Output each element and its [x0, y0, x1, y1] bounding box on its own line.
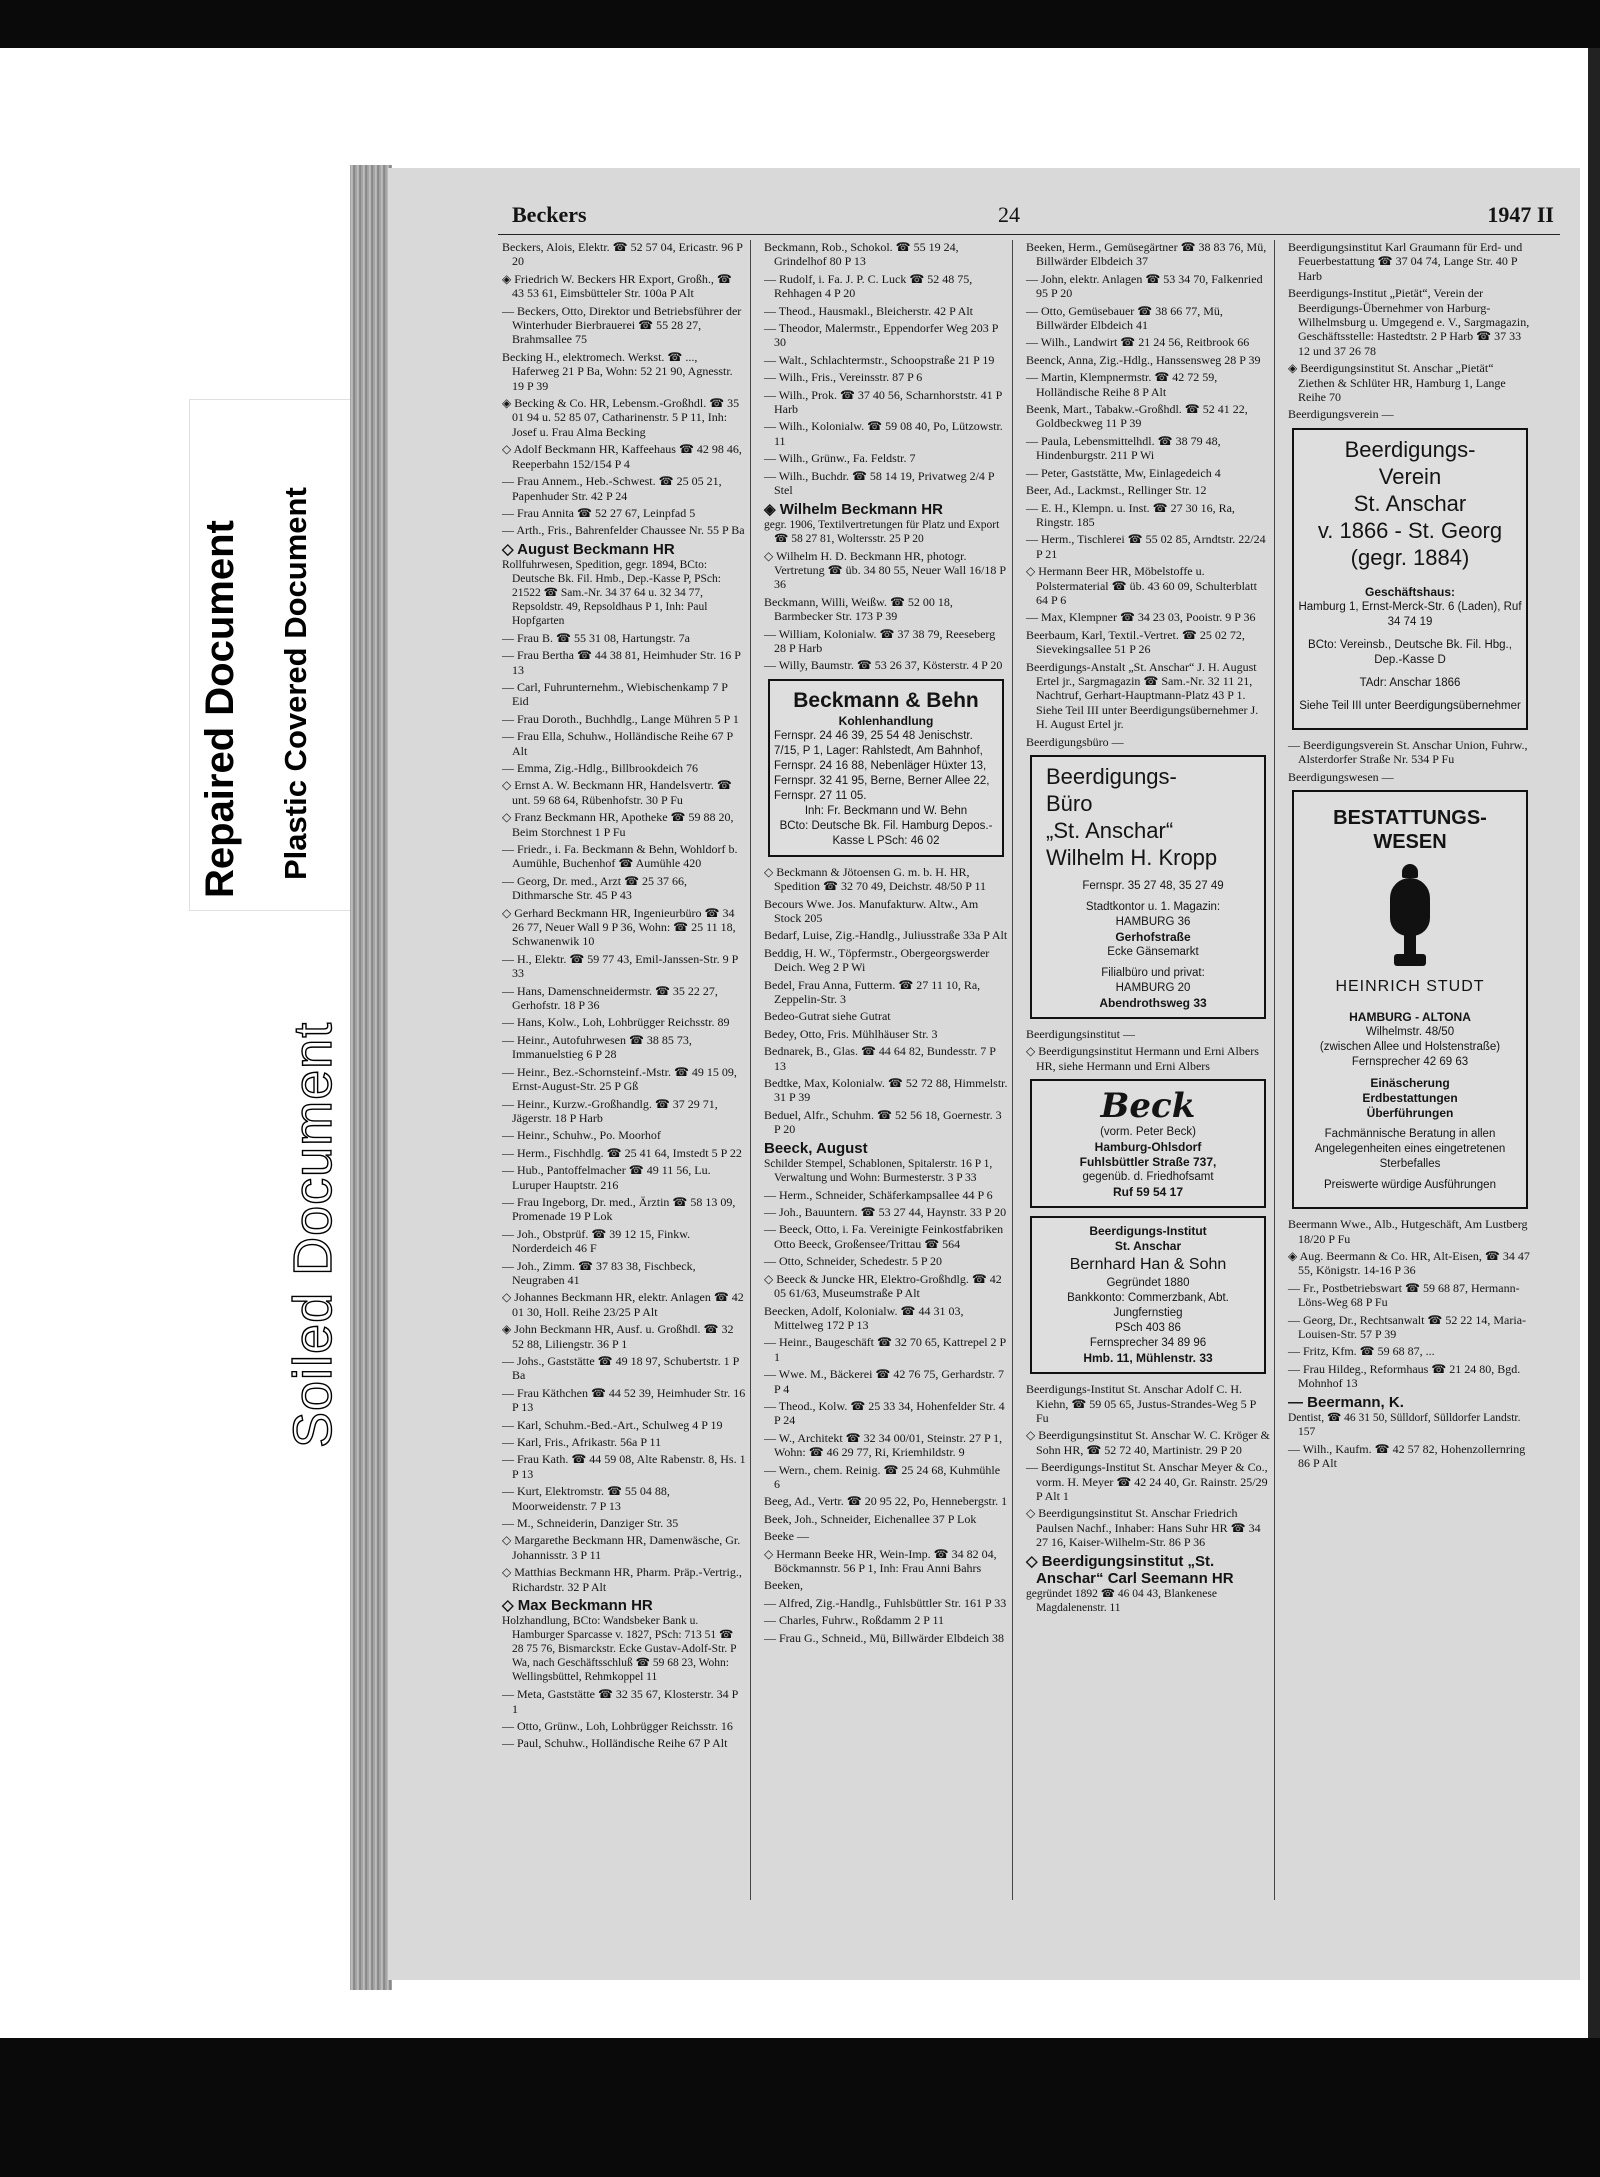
directory-entry: — Beerdigungsverein St. Anschar Union, Fuhrw., Alsterdorfer Straße Nr. 534 P Fu: [1288, 737, 1528, 767]
directory-entry: — Wilh., Landwirt ☎ 21 24 56, Reitbrook 66: [1026, 335, 1250, 350]
directory-page: [388, 168, 1580, 1980]
directory-entry: — E. H., Klempn. u. Inst. ☎ 27 30 16, Ra, Ringstr. 185: [1026, 500, 1235, 529]
directory-entry: Beerdigungsinstitut Karl Graumann für Erd- und Feuerbestattung ☎ 37 04 74, Lange Str. 40 P Harb: [1288, 240, 1523, 283]
ad-title-line: Büro: [1046, 791, 1093, 816]
ad-line: Überführungen: [1366, 1106, 1454, 1121]
ad-line: PSch 403 86: [1115, 1322, 1181, 1335]
directory-entry: ◇ Max Beckmann HR Holzhandlung, BCto: Wandsbeker Bank u. Hamburger Sparcasse v. 1827, PSch: 713 51 ☎ 28 75 76, Bismarckstr. Ecke Gustav-Adolf-Str. P Wa, nach Geschäftsschluß ☎ 59 68 23, Wohn: Wellingsbüttel, Rehmkoppel 11: [502, 1597, 737, 1684]
directory-entry: — Peter, Gaststätte, Mw, Einlagedeich 4: [1026, 465, 1221, 480]
ad-city: HAMBURG 36: [1115, 916, 1191, 928]
ad-line: Erdbestattungen: [1362, 1091, 1458, 1106]
ad-city: HAMBURG 20: [1115, 982, 1191, 994]
directory-entry: — Wilh., Buchdr. ☎ 58 14 19, Privatweg 2/4 P Stel: [764, 468, 995, 498]
ad-line: HAMBURG - ALTONA: [1349, 1010, 1471, 1025]
directory-entry: — Alfred, Zig.-Handlg., Fuhlsbüttler Str. 161 P 33: [764, 1595, 1007, 1610]
directory-entry: Beerdigungs-Institut „Pietät“, Verein der Beerdigungs-Übernehmer von Harburg-Wilhelmsburg u. Umgegend e. V., Sargmagazin, Geschäftsstelle: Hastedtstr. 2 P Harb ☎ 37 33 12 und 37 26 78: [1288, 286, 1530, 358]
directory-entry: Bedel, Frau Anna, Futterm. ☎ 27 11 10, Ra, Zeppelin-Str. 3: [764, 977, 981, 1006]
directory-entry: — Heinr., Bez.-Schornsteinf.-Mstr. ☎ 49 15 09, Ernst-August-Str. 25 P Gß: [502, 1064, 737, 1094]
directory-entry: ◈ Friedrich W. Beckers HR Export, Großh., ☎ 43 53 61, Eimsbütteler Str. 100a P Alt: [502, 271, 732, 301]
directory-entry: — Joh., Bauuntern. ☎ 53 27 44, Haynstr. 33 P 20: [764, 1205, 1007, 1220]
directory-entry: — Wilh., Prok. ☎ 37 40 56, Scharnhorststr. 41 P Harb: [764, 387, 1002, 417]
directory-entry: Bedeo-Gutrat siehe Gutrat: [764, 1009, 891, 1024]
ad-line: Fernsprecher 42 69 63: [1351, 1056, 1469, 1069]
ad-kropp: [1030, 755, 1266, 1019]
book-page-edges: [350, 165, 392, 1990]
ad-line: Hamburg 1, Ernst-Merck-Str. 6 (Laden), Ruf 34 74 19: [1298, 600, 1522, 628]
directory-entry: Becours Wwe. Jos. Manufakturw. Altw., Am Stock 205: [764, 896, 979, 925]
directory-entry: Beeke —: [764, 1529, 809, 1544]
directory-entry: Beerdigungs-Institut St. Anschar Adolf C. H. Kiehn, ☎ 59 05 65, Justus-Strandes-Weg 5 P Fu: [1026, 1382, 1256, 1426]
directory-entry: ◇ Ernst A. W. Beckmann HR, Handelsvertr. ☎ unt. 59 68 64, Rübenhofstr. 30 P Fu: [502, 778, 732, 807]
directory-entry: — Emma, Zig.-Hdlg., Billbrookdeich 76: [502, 760, 698, 775]
directory-entry: — Hub., Pantoffelmacher ☎ 49 11 56, Lu. Luruper Hauptstr. 216: [502, 1163, 711, 1192]
directory-entry: Beeken,: [764, 1578, 803, 1593]
directory-entry: — Otto, Gemüsebauer ☎ 38 66 77, Mü, Billwärder Elbdeich 41: [1026, 303, 1223, 333]
directory-entry: — W., Architekt ☎ 32 34 00/01, Steinstr. 27 P 1, Wohn: ☎ 46 29 77, Ri, Kriemhildstr. 9: [764, 1430, 1003, 1460]
directory-entry: — Theod., Kolw. ☎ 25 33 34, Hohenfelder Str. 4 P 24: [764, 1398, 1005, 1428]
directory-entry: Beerdigungswesen —: [1288, 769, 1394, 784]
directory-entry: — Otto, Schneider, Schedestr. 5 P 20: [764, 1254, 943, 1269]
directory-entry: ◇ Beerdigungsinstitut Hermann und Erni Albers HR, siehe Hermann und Erni Albers: [1026, 1044, 1259, 1073]
ad-line: BESTATTUNGS-: [1333, 807, 1487, 830]
ad-beckmann-behn: [768, 679, 1004, 857]
column-2: [760, 240, 1013, 1900]
ad-line: Wilhelmstr. 48/50: [1365, 1026, 1455, 1039]
ad-body: Fernspr. 24 46 39, 25 54 48 Jenischstr. 7/15, P 1, Lager: Rahlstedt, Am Bahnhof, Fernspr. 24 16 88, Nebenläger Hüxter 13, Fernspr. 32 41 95, Berne, Berner Allee 22, Fernspr. 27 11 05.: [774, 729, 990, 802]
directory-entry: ◇ Margarethe Beckmann HR, Damenwäsche, Gr. Johannisstr. 3 P 11: [502, 1533, 741, 1562]
ad-line: Gegründet 1880: [1106, 1277, 1190, 1290]
directory-entry: — Georg, Dr. med., Arzt ☎ 25 37 66, Dithmarsche Str. 45 P 43: [502, 873, 688, 903]
directory-entry: Beerdigungsverein —: [1288, 407, 1394, 422]
ad-line: St. Anschar: [1114, 1239, 1182, 1254]
directory-entry: — Frau Annem., Heb.-Schwest. ☎ 25 05 21, Papenhuder Str. 42 P 24: [502, 474, 722, 503]
directory-entry: — Frau Kath. ☎ 44 59 08, Alte Rabenstr. 8, Hs. 1 P 13: [502, 1452, 746, 1481]
directory-entry: — Martin, Klempnermstr. ☎ 42 72 59, Holländische Reihe 8 P Alt: [1026, 370, 1218, 399]
directory-entry: — John, elektr. Anlagen ☎ 53 34 70, Falkenried 95 P 20: [1026, 271, 1263, 301]
directory-entry: Beeken, Herm., Gemüsegärtner ☎ 38 83 76, Mü, Billwärder Elbdeich 37: [1026, 240, 1267, 269]
directory-entry: Beeck, August Schilder Stempel, Schablonen, Spitalerstr. 16 P 1, Verwaltung und Wohn: Burmesterstr. 3 P 33: [764, 1139, 993, 1184]
directory-entry: — Theod., Hausmakl., Bleicherstr. 42 P Alt: [764, 303, 973, 318]
header-year: 1947 II: [1487, 202, 1554, 227]
ad-line: Verein: [1378, 463, 1442, 489]
directory-entry: — Walt., Schlachtermstr., Schoopstraße 21 P 19: [764, 352, 995, 367]
directory-entry: — Beerdigungs-Institut St. Anschar Meyer & Co., vorm. H. Meyer ☎ 42 24 40, Gr. Rainstr. 25/29 P Alt 1: [1026, 1460, 1268, 1504]
ad-line: Preiswerte würdige Ausführungen: [1324, 1179, 1496, 1192]
repaired-label: Repaired Document: [198, 520, 242, 898]
directory-entry: Bedtke, Max, Kolonialw. ☎ 52 72 88, Himmelstr. 31 P 39: [764, 1076, 1008, 1105]
directory-entry: ◇ Beckmann & Jötoensen G. m. b. H. HR, Spedition ☎ 32 70 49, Deichstr. 48/50 P 11: [764, 864, 987, 894]
ad-owner: Inh: Fr. Beckmann und W. Behn: [804, 804, 968, 817]
directory-entry: ◈ John Beckmann HR, Ausf. u. Großhdl. ☎ 32 52 88, Liliengstr. 36 P 1: [502, 1322, 734, 1351]
directory-entry: Becking H., elektromech. Werkst. ☎ ..., Haferweg 21 P Ba, Wohn: 52 21 90, Agnesstr. 19 P 39: [502, 349, 733, 393]
directory-entry: — Friedr., i. Fa. Beckmann & Behn, Wohldorf b. Aumühle, Buchenhof ☎ Aumühle 420: [502, 842, 738, 871]
ad-line: Einäscherung: [1370, 1076, 1450, 1091]
directory-entry: ◇ Wilhelm H. D. Beckmann HR, photogr. Vertretung ☎ üb. 34 80 55, Neuer Wall 16/18 P 36: [764, 548, 1006, 592]
ad-bank: BCto: Deutsche Bk. Fil. Hamburg Depos.-Kasse L PSch: 46 02: [779, 819, 993, 847]
directory-entry: ◇ August Beckmann HR Rollfuhrwesen, Spedition, gegr. 1894, BCto: Deutsche Bk. Fil. Hmb., Dep.-Kasse P, PSch: 21522 ☎ Sam.-Nr. 34 37 64 u. 32 34 77, Repsoldstr. 49, Repsoldhaus P 1, Inh: Paul Hopfgarten: [502, 540, 721, 627]
directory-entry: Beerdigungsinstitut —: [1026, 1027, 1135, 1041]
directory-entry: — Wilh., Grünw., Fa. Feldstr. 7: [764, 451, 916, 466]
ad-line: TAdr: Anschar 1866: [1359, 676, 1461, 689]
directory-entry: — Wilh., Kolonialw. ☎ 59 08 40, Po, Lützowstr. 11: [764, 419, 1003, 448]
directory-entry: — Beermann, K. Dentist, ☎ 46 31 50, Sülldorf, Sülldorfer Landstr. 157: [1288, 1393, 1521, 1438]
entry-list: [760, 240, 1012, 673]
directory-entry: Beenck, Anna, Zig.-Hdlg., Hanssensweg 28 P 39: [1026, 352, 1261, 367]
directory-entry: ◇ Beerdigungsinstitut „St. Anschar“ Carl Seemann HR gegründet 1892 ☎ 46 04 43, Blankenese Magdalenenstr. 11: [1026, 1552, 1234, 1614]
ad-line: Ruf 59 54 17: [1112, 1185, 1184, 1200]
directory-entry: — Heinr., Kurzw.-Großhandlg. ☎ 37 29 71, Jägerstr. 18 P Harb: [502, 1096, 718, 1125]
directory-entry: Bednarek, B., Glas. ☎ 44 64 82, Bundesstr. 7 P 13: [764, 1044, 996, 1073]
directory-entry: — Arth., Fris., Bahrenfelder Chaussee Nr. 55 P Ba: [502, 523, 745, 538]
ad-corner: Ecke Gänsemarkt: [1107, 946, 1199, 958]
directory-entry: Beerdigungs-Anstalt „St. Anschar“ J. H. August Ertel jr., Sargmagazin ☎ Sam.-Nr. 32 11 21, Nachtruf, Gerhart-Hauptmann-Platz 43 P 1. Siehe Teil III unter Beerdigungsübernehmer J. H. August Ertel jr.: [1026, 659, 1259, 732]
directory-entry: — Heinr., Autofuhrwesen ☎ 38 85 73, Immanuelstieg 6 P 28: [502, 1032, 692, 1062]
directory-entry: Beerdigungsbüro —: [1026, 734, 1124, 749]
directory-entry: — Theodor, Malermstr., Eppendorfer Weg 203 P 30: [764, 321, 998, 350]
directory-entry: ◇ Matthias Beckmann HR, Pharm. Präp.-Vertrig., Richardstr. 32 P Alt: [502, 1565, 742, 1594]
directory-entry: — Hans, Damenschneidermstr. ☎ 35 22 27, Gerhofstr. 18 P 36: [502, 983, 718, 1013]
directory-entry: — Meta, Gaststätte ☎ 32 35 67, Klosterstr. 34 P 1: [502, 1687, 738, 1716]
column-1: [498, 240, 751, 1900]
directory-entry: — Wilh., Kaufm. ☎ 42 57 82, Hohenzollernring 86 P Alt: [1288, 1441, 1526, 1470]
directory-entry: Beckers, Alois, Elektr. ☎ 52 57 04, Ericastr. 96 P 20: [502, 240, 743, 269]
directory-entry: ◇ Gerhard Beckmann HR, Ingenieurbüro ☎ 34 26 77, Neuer Wall 9 P 36, Wohn: ☎ 25 11 18, Schwanenwik 10: [502, 905, 736, 949]
directory-entry: — Herm., Tischlerei ☎ 55 02 85, Arndtstr. 22/24 P 21: [1026, 532, 1266, 561]
directory-entry: Beduel, Alfr., Schuhm. ☎ 52 56 18, Goernestr. 3 P 20: [764, 1107, 1002, 1137]
entry-list: [1284, 240, 1536, 422]
directory-entry: ◈ Wilhelm Beckmann HR gegr. 1906, Textilvertretungen für Platz und Export ☎ 58 27 81, Woltersstr. 25 P 20: [764, 500, 1000, 545]
directory-entry: ◇ Franz Beckmann HR, Apotheke ☎ 59 88 20, Beim Storchnest 1 P Fu: [502, 810, 734, 839]
directory-entry: Beecken, Adolf, Kolonialw. ☎ 44 31 03, Mittelweg 172 P 13: [764, 1303, 964, 1332]
ad-line: Fachmännische Beratung in allen Angelegenheiten eines eingetretenen Sterbefalles: [1314, 1128, 1506, 1171]
scan-border-bottom: [0, 2038, 1600, 2177]
directory-entry: — Karl, Schuhm.-Bed.-Art., Schulweg 4 P 19: [502, 1417, 723, 1432]
ad-line: Bankkonto: Commerzbank, Abt. Jungfernstieg: [1067, 1292, 1229, 1320]
directory-entry: ◈ Becking & Co. HR, Lebensm.-Großhdl. ☎ 35 01 94 u. 52 85 07, Catharinenstr. 5 P 11, Inh: Josef u. Frau Alma Becking: [502, 396, 740, 439]
directory-entry: Beeg, Ad., Vertr. ☎ 20 95 22, Po, Hennebergstr. 1: [764, 1494, 1008, 1509]
directory-entry: — Beckers, Otto, Direktor und Betriebsführer der Winterhuder Bierbrauerei ☎ 55 28 27, Brahmsallee 75: [502, 303, 742, 347]
directory-entry: — Wilh., Fris., Vereinsstr. 87 P 6: [764, 370, 923, 385]
directory-entry: — Frau Ingeborg, Dr. med., Ärztin ☎ 58 13 09, Promenade 19 P Lok: [502, 1194, 736, 1224]
directory-entry: — Rudolf, i. Fa. J. P. C. Luck ☎ 52 48 75, Rehhagen 4 P 20: [764, 271, 973, 301]
directory-entry: — Paul, Schuhw., Holländische Reihe 67 P Alt: [502, 1736, 728, 1751]
directory-entry: — M., Schneiderin, Danziger Str. 35: [502, 1516, 679, 1531]
scan-border-top: [0, 0, 1600, 48]
ad-beck: [1030, 1079, 1266, 1208]
directory-entry: — Fr., Postbetriebswart ☎ 59 68 87, Hermann-Löns-Weg 68 P Fu: [1288, 1280, 1520, 1310]
directory-entry: — Karl, Fris., Afrikastr. 56a P 11: [502, 1435, 662, 1450]
directory-entry: — Max, Klempner ☎ 34 23 03, Pooistr. 9 P 36: [1026, 610, 1256, 625]
ad-line: Beerdigungs-Institut: [1089, 1224, 1207, 1239]
ad-line: v. 1866 - St. Georg: [1317, 517, 1503, 543]
directory-entry: ◇ Hermann Beer HR, Möbelstoffe u. Polstermaterial ☎ üb. 43 60 09, Schulterblatt 64 P 6: [1026, 564, 1257, 607]
entry-list: [1022, 1027, 1274, 1073]
directory-entry: — Kurt, Elektromstr. ☎ 55 04 88, Moorweidenstr. 7 P 13: [502, 1484, 670, 1513]
column-4: [1284, 240, 1536, 1900]
ad-line: (zwischen Allee und Holstenstraße): [1319, 1041, 1501, 1054]
directory-entry: Beckmann, Rob., Schokol. ☎ 55 19 24, Grindelhof 80 P 13: [764, 240, 959, 269]
ad-line: gegenüb. d. Friedhofsamt: [1082, 1171, 1214, 1184]
ad-office: Stadtkontor u. 1. Magazin:: [1085, 901, 1221, 913]
directory-entry: — Johs., Gaststätte ☎ 49 18 97, Schubertstr. 1 P Ba: [502, 1354, 739, 1383]
directory-entry: Beermann Wwe., Alb., Hutgeschäft, Am Lustberg 18/20 P Fu: [1288, 1217, 1528, 1246]
entry-list: [498, 240, 750, 1751]
ad-branch: Filialbüro und privat:: [1101, 967, 1205, 979]
ad-line: Hmb. 11, Mühlenstr. 33: [1083, 1351, 1213, 1366]
directory-entry: ◇ Hermann Beeke HR, Wein-Imp. ☎ 34 82 04, Böckmannstr. 56 P 1, Inh: Frau Anni Bahrs: [764, 1546, 997, 1575]
ad-title: Beckmann & Behn: [793, 688, 979, 712]
directory-entry: ◈ Aug. Beermann & Co. HR, Alt-Eisen, ☎ 34 47 55, Königstr. 14-16 P 36: [1288, 1248, 1530, 1278]
entry-list: [1284, 738, 1536, 784]
directory-entry: — Joh., Obstprüf. ☎ 39 12 15, Finkw. Norderdeich 46 F: [502, 1226, 691, 1256]
ad-phone: Fernspr. 35 27 48, 35 27 49: [1082, 880, 1224, 892]
ad-line: Fuhlsbüttler Straße 737,: [1079, 1155, 1217, 1170]
directory-entry: — Heinr., Baugeschäft ☎ 32 70 65, Kattrepel 2 P 1: [764, 1335, 1006, 1364]
directory-entry: — H., Elektr. ☎ 59 77 43, Emil-Janssen-Str. 9 P 33: [502, 951, 738, 981]
ad-line: WESEN: [1373, 831, 1447, 854]
urn-icon: [1387, 864, 1433, 970]
directory-entry: — Joh., Zimm. ☎ 37 83 38, Fischbeck, Neugraben 41: [502, 1258, 696, 1287]
ad-title-line: Beerdigungs-: [1046, 764, 1177, 789]
ad-han-sohn: [1030, 1216, 1266, 1374]
directory-entry: — Otto, Grünw., Loh, Lohbrügger Reichsstr. 16: [502, 1718, 733, 1733]
directory-entry: ◇ Beerdigungsinstitut St. Anschar Friedrich Paulsen Nachf., Inhaber: Hans Suhr HR ☎ 34 27 16, Kaiser-Wilhelm-Str. 86 P 36: [1026, 1506, 1261, 1550]
header-keyword: Beckers: [512, 202, 587, 227]
beck-logo: Beck: [1100, 1086, 1196, 1127]
ad-street: Abendrothsweg 33: [1099, 996, 1207, 1010]
directory-entry: — Wwe. M., Bäckerei ☎ 42 76 75, Gerhardstr. 7 P 4: [764, 1367, 1005, 1396]
directory-entry: — Frau G., Schneid., Mü, Billwärder Elbdeich 38: [764, 1630, 1004, 1645]
ad-line: St. Anschar: [1353, 490, 1467, 516]
ad-line: (gegr. 1884): [1350, 544, 1470, 570]
running-head: [498, 198, 1560, 235]
directory-entry: — Beeck, Otto, i. Fa. Vereinigte Feinkostfabriken Otto Beeck, Großensee/Trittau ☎ 564: [764, 1222, 1004, 1251]
ad-bestattungswesen: [1292, 790, 1528, 1209]
directory-entry: ◇ Johannes Beckmann HR, elektr. Anlagen ☎ 42 01 30, Holl. Reihe 23/25 P Alt: [502, 1290, 744, 1319]
entry-list: [1022, 240, 1274, 749]
column-3: [1022, 240, 1275, 1900]
directory-entry: Beddig, H. W., Töpfermstr., Obergeorgswerder Deich. Weg 2 P Wi: [764, 945, 990, 975]
directory-entry: — Heinr., Schuhw., Po. Moorhof: [502, 1128, 661, 1143]
directory-entry: — Hans, Kolw., Loh, Lohbrügger Reichsstr. 89: [502, 1015, 730, 1030]
directory-entry: Beerbaum, Karl, Textil.-Vertret. ☎ 25 02 72, Sievekingsallee 51 P 26: [1026, 627, 1245, 657]
directory-entry: Bedey, Otto, Fris. Mühlhäuser Str. 3: [764, 1026, 938, 1041]
ad-subtitle: Kohlenhandlung: [838, 713, 934, 728]
directory-entry: — Frau Hildeg., Reformhaus ☎ 21 24 80, Bgd. Mohnhof 13: [1288, 1361, 1521, 1391]
ad-line: Fernsprecher 34 89 96: [1089, 1337, 1207, 1350]
directory-entry: — Wern., chem. Reinig. ☎ 25 24 68, Kuhmühle 6: [764, 1462, 1001, 1491]
ad-street: Gerhofstraße: [1115, 930, 1191, 944]
directory-entry: — Georg, Dr., Rechtsanwalt ☎ 52 22 14, Maria-Louisen-Str. 57 P 39: [1288, 1312, 1527, 1341]
directory-entry: — Fritz, Kfm. ☎ 59 68 87, ...: [1288, 1344, 1435, 1359]
directory-entry: ◇ Beerdigungsinstitut St. Anschar W. C. Kröger & Sohn HR, ☎ 52 72 40, Martinistr. 29 P 20: [1026, 1428, 1270, 1457]
directory-entry: Beckmann, Willi, Weißw. ☎ 52 00 18, Barmbecker Str. 173 P 39: [764, 594, 953, 624]
ad-line: Geschäftshaus:: [1364, 584, 1456, 599]
directory-entry: ◈ Beerdigungsinstitut St. Anschar „Pietät“ Ziethen & Schlüter HR, Hamburg 1, Lange Reihe 70: [1288, 361, 1506, 405]
entry-list: [1284, 1217, 1536, 1470]
directory-entry: — Frau Annita ☎ 52 27 67, Leinpfad 5: [502, 505, 696, 520]
directory-entry: Beek, Joh., Schneider, Eichenallee 37 P Lok: [764, 1511, 977, 1526]
directory-entry: — Frau Käthchen ☎ 44 52 39, Heimhuder Str. 16 P 13: [502, 1385, 746, 1415]
ad-line: HEINRICH STUDT: [1335, 978, 1485, 996]
ad-line: Siehe Teil III unter Beerdigungsübernehmer: [1299, 699, 1521, 712]
directory-entry: — Herm., Fischhdlg. ☎ 25 41 64, Imstedt 5 P 22: [502, 1145, 742, 1160]
directory-entry: — Frau Ella, Schuhw., Holländische Reihe 67 P Alt: [502, 729, 733, 758]
directory-entry: — Willy, Baumstr. ☎ 53 26 37, Kösterstr. 4 P 20: [764, 658, 1003, 673]
directory-entry: — Frau Bertha ☎ 44 38 81, Heimhuder Str. 16 P 13: [502, 648, 741, 677]
directory-entry: ◇ Beeck & Juncke HR, Elektro-Großhdlg. ☎ 42 05 61/63, Museumstraße P Alt: [764, 1271, 1002, 1301]
page-content: [498, 198, 1560, 1958]
ad-line: Bernhard Han & Sohn: [1069, 1256, 1227, 1274]
ad-line: (vorm. Peter Beck): [1100, 1126, 1196, 1139]
directory-entry: — Herm., Schneider, Schäferkampsallee 44 P 6: [764, 1187, 993, 1202]
ad-line: BCto: Vereinsb., Deutsche Bk. Fil. Hbg., Dep.-Kasse D: [1308, 638, 1512, 666]
ad-line: Beerdigungs-: [1344, 436, 1476, 462]
directory-entry: Bedarf, Luise, Zig.-Handlg., Juliusstraße 33a P Alt: [764, 928, 1008, 943]
entry-list: [1022, 1382, 1274, 1614]
page-number: 24: [998, 202, 1020, 227]
directory-entry: Beenk, Mart., Tabakw.-Großhdl. ☎ 52 41 22, Goldbeckweg 11 P 39: [1026, 402, 1248, 431]
ad-title-line: „St. Anschar“: [1046, 818, 1174, 843]
ad-title-line: Wilhelm H. Kropp: [1046, 845, 1218, 870]
directory-entry: — Paula, Lebensmittelhdl. ☎ 38 79 48, Hindenburgstr. 211 P Wi: [1026, 433, 1221, 463]
directory-entry: — Frau Doroth., Buchhdlg., Lange Mühren 5 P 1: [502, 711, 739, 726]
plastic-covered-label: Plastic Covered Document: [278, 487, 313, 880]
directory-entry: ◇ Adolf Beckmann HR, Kaffeehaus ☎ 42 98 46, Reeperbahn 152/154 P 4: [502, 442, 742, 471]
directory-entry: — Charles, Fuhrw., Roßdamm 2 P 11: [764, 1613, 944, 1628]
ad-line: Hamburg-Ohlsdorf: [1094, 1140, 1202, 1155]
directory-entry: Beer, Ad., Lackmst., Rellinger Str. 12: [1026, 483, 1207, 498]
directory-entry: — Carl, Fuhrunternehm., Wiebischenkamp 7 P Eid: [502, 679, 728, 709]
entry-list: [760, 865, 1012, 1645]
directory-entry: — William, Kolonialw. ☎ 37 38 79, Reeseberg 28 P Harb: [764, 626, 996, 655]
scan-border-right: [1588, 48, 1600, 2038]
ad-beerdigungsverein: [1292, 428, 1528, 730]
soiled-label: Soiled Document: [283, 1021, 343, 1448]
directory-entry: — Frau B. ☎ 55 31 08, Hartungstr. 7a: [502, 630, 690, 645]
